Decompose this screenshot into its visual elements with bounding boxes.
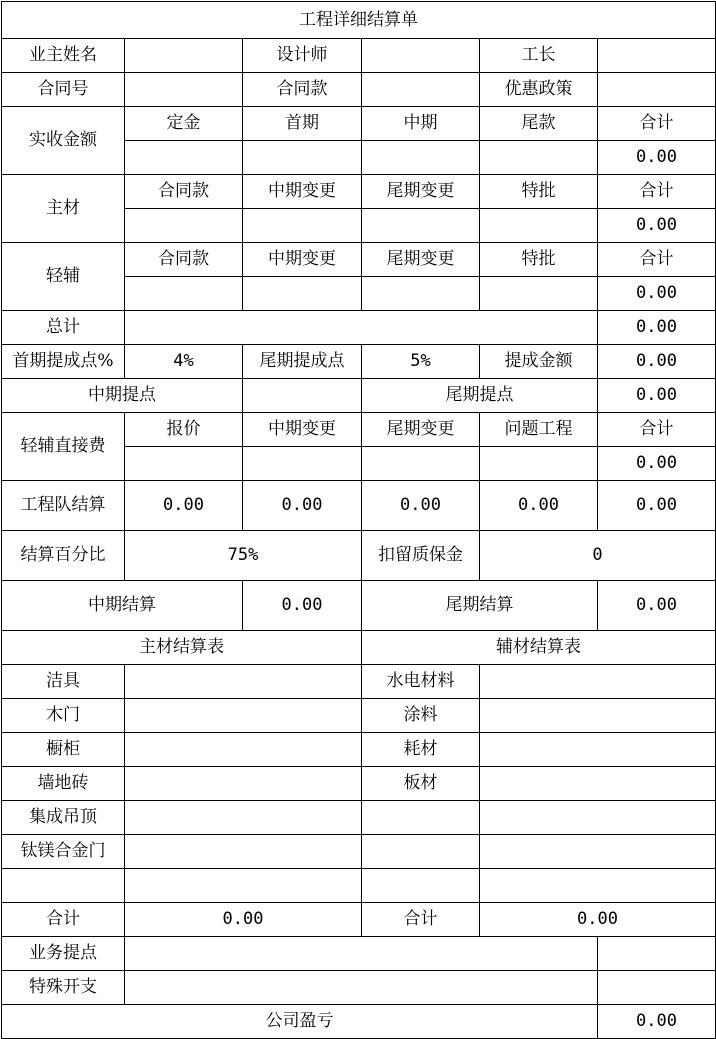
main-material-total-value: 0.00 [125, 903, 362, 937]
main-item-value[interactable] [125, 869, 362, 903]
team-settlement-value: 0.00 [598, 481, 716, 531]
main-material-special-field[interactable] [480, 209, 598, 243]
company-profit-label: 公司盈亏 [2, 1005, 598, 1039]
main-item-value[interactable] [125, 767, 362, 801]
received-header: 首期 [243, 107, 362, 141]
commission-amount-label: 提成金额 [480, 345, 598, 379]
main-item-label: 洁具 [2, 665, 125, 699]
main-material-header: 尾期变更 [362, 175, 480, 209]
aux-item-value[interactable] [480, 835, 716, 869]
main-material-total: 0.00 [598, 209, 716, 243]
contract-amount-field[interactable] [362, 73, 480, 107]
direct-cost-quote-field[interactable] [125, 447, 243, 481]
final-point-value: 0.00 [598, 379, 716, 413]
total-label: 总计 [2, 311, 125, 345]
received-header: 中期 [362, 107, 480, 141]
settlement-sheet [1, 1, 716, 1039]
main-item-value[interactable] [125, 835, 362, 869]
business-point-value[interactable] [598, 937, 716, 971]
first-commission-value[interactable]: 4% [125, 345, 243, 379]
total-value: 0.00 [598, 311, 716, 345]
main-item-label [2, 869, 125, 903]
aux-item-label [362, 869, 480, 903]
final-settlement-label: 尾期结算 [362, 581, 598, 631]
final-settlement-value: 0.00 [598, 581, 716, 631]
mid-settlement-label: 中期结算 [2, 581, 243, 631]
retention-value[interactable]: 0 [480, 531, 716, 581]
light-aux-label: 轻辅 [2, 243, 125, 311]
aux-item-value[interactable] [480, 869, 716, 903]
main-item-value[interactable] [125, 665, 362, 699]
light-aux-mid-change-field[interactable] [243, 277, 362, 311]
light-aux-header: 尾期变更 [362, 243, 480, 277]
received-total: 0.00 [598, 141, 716, 175]
main-item-label: 木门 [2, 699, 125, 733]
special-expense-field[interactable] [125, 971, 598, 1005]
team-settlement-value: 0.00 [362, 481, 480, 531]
special-expense-value[interactable] [598, 971, 716, 1005]
main-item-value[interactable] [125, 801, 362, 835]
team-settlement-label: 工程队结算 [2, 481, 125, 531]
direct-cost-header: 报价 [125, 413, 243, 447]
total-blank [125, 311, 598, 345]
main-item-label: 集成吊顶 [2, 801, 125, 835]
main-material-label: 主材 [2, 175, 125, 243]
light-aux-total: 0.00 [598, 277, 716, 311]
main-material-mid-change-field[interactable] [243, 209, 362, 243]
aux-item-label: 板材 [362, 767, 480, 801]
main-material-header: 合同款 [125, 175, 243, 209]
final-commission-label: 尾期提成点 [243, 345, 362, 379]
aux-item-label [362, 801, 480, 835]
designer-field[interactable] [362, 39, 480, 73]
aux-item-value[interactable] [480, 767, 716, 801]
direct-cost-issue-field[interactable] [480, 447, 598, 481]
direct-cost-mid-change-field[interactable] [243, 447, 362, 481]
mid-point-value[interactable] [243, 379, 362, 413]
direct-cost-final-change-field[interactable] [362, 447, 480, 481]
aux-material-table-title: 辅材结算表 [362, 631, 716, 665]
received-header: 合计 [598, 107, 716, 141]
direct-cost-header: 合计 [598, 413, 716, 447]
owner-label: 业主姓名 [2, 39, 125, 73]
light-aux-header: 合同款 [125, 243, 243, 277]
main-item-label: 橱柜 [2, 733, 125, 767]
owner-field[interactable] [125, 39, 243, 73]
aux-item-label [362, 835, 480, 869]
aux-item-value[interactable] [480, 665, 716, 699]
light-aux-special-field[interactable] [480, 277, 598, 311]
received-header: 定金 [125, 107, 243, 141]
main-item-label: 墙地砖 [2, 767, 125, 801]
page-title: 工程详细结算单 [2, 2, 716, 39]
foreman-field[interactable] [598, 39, 716, 73]
light-aux-header: 合计 [598, 243, 716, 277]
business-point-field[interactable] [125, 937, 598, 971]
team-settlement-value: 0.00 [243, 481, 362, 531]
aux-material-total-value: 0.00 [480, 903, 716, 937]
light-aux-final-change-field[interactable] [362, 277, 480, 311]
main-item-value[interactable] [125, 733, 362, 767]
direct-cost-header: 中期变更 [243, 413, 362, 447]
direct-cost-total: 0.00 [598, 447, 716, 481]
commission-amount-value: 0.00 [598, 345, 716, 379]
foreman-label: 工长 [480, 39, 598, 73]
settlement-percent-label: 结算百分比 [2, 531, 125, 581]
direct-cost-header: 尾期变更 [362, 413, 480, 447]
received-first-field[interactable] [243, 141, 362, 175]
direct-cost-header: 问题工程 [480, 413, 598, 447]
aux-item-label: 耗材 [362, 733, 480, 767]
main-material-total-label: 合计 [2, 903, 125, 937]
retention-label: 扣留质保金 [362, 531, 480, 581]
business-point-label: 业务提点 [2, 937, 125, 971]
special-expense-label: 特殊开支 [2, 971, 125, 1005]
aux-item-label: 涂料 [362, 699, 480, 733]
main-material-header: 特批 [480, 175, 598, 209]
discount-field[interactable] [598, 73, 716, 107]
aux-material-total-label: 合计 [362, 903, 480, 937]
main-material-contract-field[interactable] [125, 209, 243, 243]
direct-cost-label: 轻辅直接费 [2, 413, 125, 481]
settlement-percent-value[interactable]: 75% [125, 531, 362, 581]
light-aux-header: 特批 [480, 243, 598, 277]
received-header: 尾款 [480, 107, 598, 141]
aux-item-value[interactable] [480, 801, 716, 835]
discount-label: 优惠政策 [480, 73, 598, 107]
contract-no-field[interactable] [125, 73, 243, 107]
aux-item-value[interactable] [480, 733, 716, 767]
aux-item-value[interactable] [480, 699, 716, 733]
mid-point-label: 中期提点 [2, 379, 243, 413]
final-point-label: 尾期提点 [362, 379, 598, 413]
main-material-final-change-field[interactable] [362, 209, 480, 243]
received-mid-field[interactable] [362, 141, 480, 175]
contract-amount-label: 合同款 [243, 73, 362, 107]
final-commission-value[interactable]: 5% [362, 345, 480, 379]
main-item-value[interactable] [125, 699, 362, 733]
first-commission-label: 首期提成点% [2, 345, 125, 379]
mid-settlement-value: 0.00 [243, 581, 362, 631]
light-aux-contract-field[interactable] [125, 277, 243, 311]
team-settlement-value: 0.00 [125, 481, 243, 531]
designer-label: 设计师 [243, 39, 362, 73]
company-profit-value: 0.00 [598, 1005, 716, 1039]
team-settlement-value: 0.00 [480, 481, 598, 531]
contract-no-label: 合同号 [2, 73, 125, 107]
received-final-field[interactable] [480, 141, 598, 175]
main-material-table-title: 主材结算表 [2, 631, 362, 665]
main-material-header: 中期变更 [243, 175, 362, 209]
aux-item-label: 水电材料 [362, 665, 480, 699]
main-material-header: 合计 [598, 175, 716, 209]
received-label: 实收金额 [2, 107, 125, 175]
received-deposit-field[interactable] [125, 141, 243, 175]
light-aux-header: 中期变更 [243, 243, 362, 277]
main-item-label: 钛镁合金门 [2, 835, 125, 869]
